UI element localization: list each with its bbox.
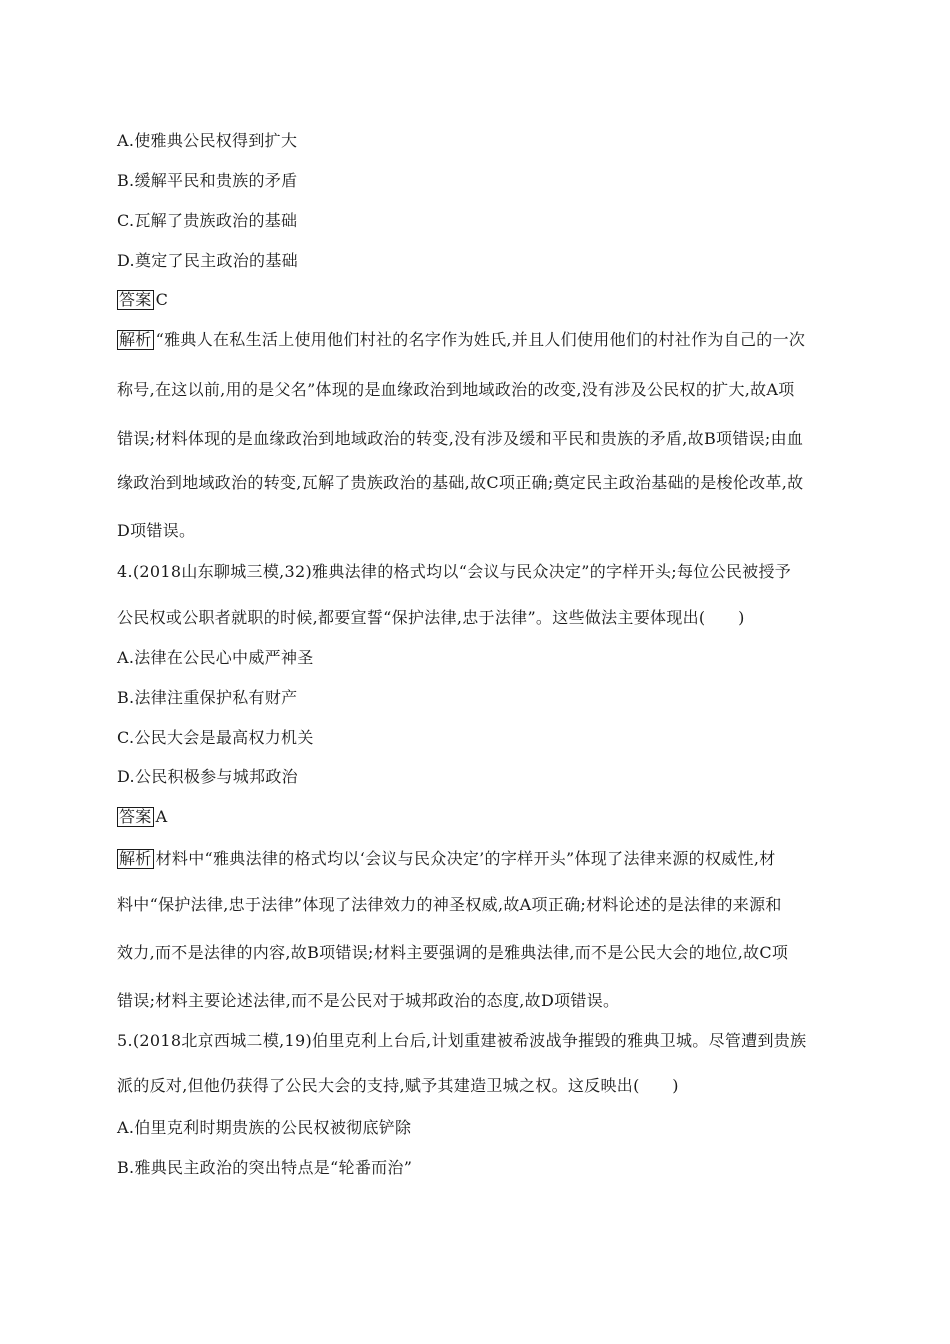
q3-option-a: A.使雅典公民权得到扩大: [117, 131, 298, 150]
q3-option-c: C.瓦解了贵族政治的基础: [117, 211, 298, 230]
q3-analysis-line: 缘政治到地域政治的转变,瓦解了贵族政治的基础,故C项正确;奠定民主政治基础的是梭伦改革,故: [117, 473, 804, 492]
q3-option-d: D.奠定了民主政治的基础: [117, 251, 298, 270]
q4-analysis-line: 错误;材料主要论述法律,而不是公民对于城邦政治的态度,故D项错误。: [117, 991, 620, 1010]
q3-analysis-line: 称号,在这以前,用的是父名”体现的是血缘政治到地域政治的改变,没有涉及公民权的扩大,故A项: [117, 380, 795, 399]
analysis-label: 解析: [119, 330, 152, 349]
q4-option-b: B.法律注重保护私有财产: [117, 688, 298, 707]
q3-analysis-line: [117, 330, 805, 350]
answer-value: C: [155, 290, 169, 309]
q3-analysis-line: 错误;材料体现的是血缘政治到地域政治的转变,没有涉及缓和平民和贵族的矛盾,故B项错误;由血: [117, 429, 804, 448]
analysis-text: 材料中“雅典法律的格式均以‘会议与民众决定’的字样开头”体现了法律来源的权威性,材: [155, 849, 776, 868]
q3-option-b: B.缓解平民和贵族的矛盾: [117, 171, 298, 190]
analysis-text: “雅典人在私生活上使用他们村社的名字作为姓氏,并且人们使用他们的村社作为自己的一次: [155, 330, 806, 349]
analysis-label: 解析: [119, 849, 152, 868]
answer-label: 答案: [119, 290, 152, 309]
q3-analysis-line: D项错误。: [117, 521, 196, 540]
q4-option-a: A.法律在公民心中威严神圣: [117, 648, 314, 667]
q5-stem: 5.(2018北京西城二模,19)伯里克利上台后,计划重建被希波战争摧毁的雅典卫城。尽管遭到贵族: [117, 1031, 807, 1050]
q5-option-b: B.雅典民主政治的突出特点是“轮番而治”: [117, 1158, 413, 1177]
q4-option-d: D.公民积极参与城邦政治: [117, 767, 298, 786]
q4-analysis-line: 效力,而不是法律的内容,故B项错误;材料主要强调的是雅典法律,而不是公民大会的地位,故C项: [117, 943, 789, 962]
q4-option-c: C.公民大会是最高权力机关: [117, 728, 314, 747]
q4-stem: 公民权或公职者就职的时候,都要宣誓“保护法律,忠于法律”。这些做法主要体现出( ): [117, 608, 745, 627]
q4-stem: 4.(2018山东聊城三模,32)雅典法律的格式均以“会议与民众决定”的字样开头;每位公民被授予: [117, 562, 792, 581]
q5-option-a: A.伯里克利时期贵族的公民权被彻底铲除: [117, 1118, 412, 1137]
q3-answer: [117, 290, 168, 310]
q4-analysis-line: 料中“保护法律,忠于法律”体现了法律效力的神圣权威,故A项正确;材料论述的是法律的来源和: [117, 895, 782, 914]
answer-value: A: [155, 807, 168, 826]
q4-answer: [117, 807, 167, 827]
answer-label: 答案: [119, 807, 152, 826]
q4-analysis-line: [117, 849, 776, 869]
q5-stem: 派的反对,但他仍获得了公民大会的支持,赋予其建造卫城之权。这反映出( ): [117, 1076, 679, 1095]
